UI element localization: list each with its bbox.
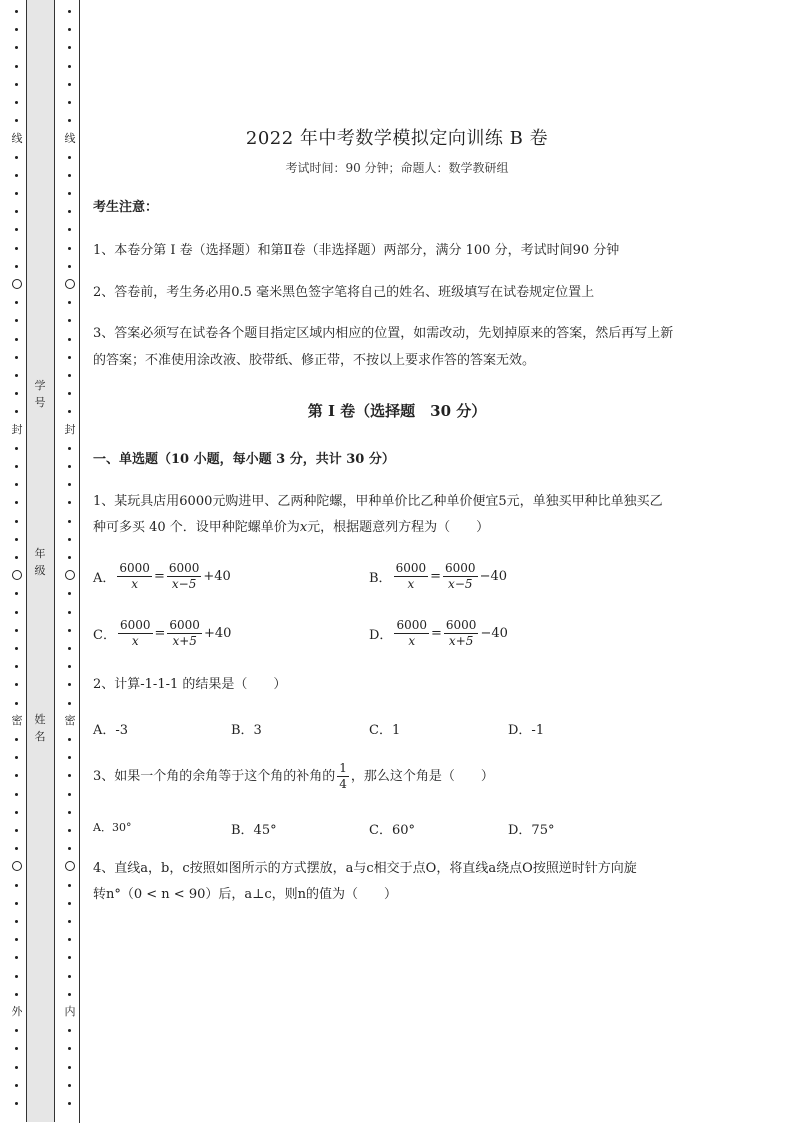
binding-dot: [15, 28, 18, 31]
binding-dot: [15, 956, 18, 959]
binding-dot: [68, 465, 71, 468]
binding-dot: [68, 28, 71, 31]
binding-dot: [15, 501, 18, 504]
binding-circle-icon: [65, 570, 75, 580]
binding-dot: [68, 1047, 71, 1050]
binding-dot: [15, 975, 18, 978]
binding-circle-icon: [12, 570, 22, 580]
binding-dot: [15, 702, 18, 705]
binding-dot: [15, 465, 18, 468]
binding-dot: [68, 829, 71, 832]
binding-dot: [68, 884, 71, 887]
binding-dot: [15, 156, 18, 159]
notice-heading: 考生注意：: [93, 200, 159, 215]
binding-dot: [68, 410, 71, 413]
binding-dot: [68, 119, 71, 122]
binding-dot: [68, 993, 71, 996]
binding-dot: [15, 447, 18, 450]
binding-dot: [68, 702, 71, 705]
binding-dot: [68, 65, 71, 68]
margin-outer-label: 封: [11, 423, 23, 436]
binding-dot: [15, 665, 18, 668]
margin-outer-label: 外: [11, 1005, 23, 1018]
margin-inner-label: 内: [64, 1005, 76, 1018]
binding-dot: [15, 774, 18, 777]
binding-dot: [68, 847, 71, 850]
notice-item: 3、答案必须写在试卷各个题目指定区域内相应的位置，如需改动，先划掉原来的答案，然后再写上新: [93, 326, 674, 341]
binding-dot: [68, 774, 71, 777]
binding-dot: [68, 156, 71, 159]
binding-dot: [68, 46, 71, 49]
question-3-text: 3、如果一个角的余角等于这个角的补角的 $\frac{1}{4}$ ，那么这个角是（ ）: [93, 761, 494, 791]
binding-dot: [15, 247, 18, 250]
binding-dot: [15, 993, 18, 996]
binding-dot: [68, 611, 71, 614]
binding-dot: [15, 338, 18, 341]
binding-dot: [68, 174, 71, 177]
binding-dot: [68, 501, 71, 504]
question-1-line1: 1、某玩具店用6000元购进甲、乙两种陀螺，甲种单价比乙种单价便宜5元，单独买甲种比单独买乙: [93, 494, 663, 509]
binding-dot: [15, 683, 18, 686]
margin-inner-label: 线: [64, 132, 76, 145]
binding-dot: [68, 811, 71, 814]
binding-dot: [68, 83, 71, 86]
binding-dot: [15, 392, 18, 395]
binding-dot: [68, 938, 71, 941]
question-4-line2: 转n°（0 < n < 90）后，a⊥c，则n的值为（ ）: [93, 887, 398, 902]
question-2-option-d[interactable]: D．-1: [508, 723, 545, 738]
question-3-option-c[interactable]: C．60°: [369, 823, 415, 838]
section-title: 第 I 卷（选择题 30 分）: [307, 402, 487, 420]
field-label-grade: 年级: [34, 547, 46, 577]
page-subtitle: 考试时间：90 分钟；命题人：数学教研组: [285, 161, 509, 175]
question-2-option-b[interactable]: B．3: [231, 723, 262, 738]
binding-dot: [15, 301, 18, 304]
question-2-text: 2、计算-1-1-1 的结果是（ ）: [93, 677, 287, 692]
binding-dot: [68, 228, 71, 231]
binding-dot: [15, 1084, 18, 1087]
binding-dot: [15, 228, 18, 231]
binding-dot: [15, 592, 18, 595]
binding-dot: [15, 884, 18, 887]
binding-dot: [15, 938, 18, 941]
binding-dot: [68, 101, 71, 104]
margin-outer-label: 线: [11, 132, 23, 145]
notice-item: 的答案；不准使用涂改液、胶带纸、修正带，不按以上要求作答的答案无效。: [93, 353, 536, 368]
binding-dot: [68, 192, 71, 195]
binding-dot: [68, 756, 71, 759]
binding-dot: [15, 756, 18, 759]
binding-dot: [68, 10, 71, 13]
binding-dot: [68, 301, 71, 304]
notice-item: 1、本卷分第 I 卷（选择题）和第Ⅱ卷（非选择题）两部分，满分 100 分，考试时间90 分钟: [93, 243, 620, 258]
binding-dot: [15, 611, 18, 614]
binding-dot: [15, 374, 18, 377]
binding-dot: [15, 119, 18, 122]
question-1-option-a[interactable]: A． $\frac{6000}{x}$ = $\frac{6000}{x-5}$ +40: [93, 561, 231, 591]
margin-outer-label: 密: [11, 714, 23, 727]
binding-dot: [68, 210, 71, 213]
binding-dot: [15, 902, 18, 905]
binding-dot: [15, 10, 18, 13]
binding-dot: [15, 1066, 18, 1069]
binding-circle-icon: [65, 279, 75, 289]
binding-dot: [15, 1029, 18, 1032]
binding-dot: [15, 210, 18, 213]
binding-dot: [15, 847, 18, 850]
binding-dot: [68, 683, 71, 686]
question-3-option-d[interactable]: D．75°: [508, 823, 555, 838]
binding-dot: [68, 1029, 71, 1032]
binding-dot: [68, 592, 71, 595]
question-4-line1: 4、直线a，b，c按照如图所示的方式摆放，a与c相交于点O，将直线a绕点O按照逆时针方向旋: [93, 861, 637, 876]
binding-dot: [68, 920, 71, 923]
binding-dot: [15, 65, 18, 68]
binding-margin: [0, 0, 84, 1123]
field-label-name: 姓名: [34, 713, 46, 743]
binding-dot: [68, 665, 71, 668]
binding-circle-icon: [65, 861, 75, 871]
binding-dot: [68, 356, 71, 359]
binding-dot: [15, 265, 18, 268]
binding-dot: [15, 483, 18, 486]
question-3-option-b[interactable]: B．45°: [231, 823, 277, 838]
question-1-option-d[interactable]: D． $\frac{6000}{x}$ = $\frac{6000}{x+5}$ −40: [369, 618, 508, 648]
binding-dot: [15, 83, 18, 86]
binding-dot: [68, 265, 71, 268]
question-2-option-a[interactable]: A．-3: [93, 723, 129, 738]
binding-dot: [68, 538, 71, 541]
binding-dot: [15, 1047, 18, 1050]
binding-dot: [68, 392, 71, 395]
binding-dot: [15, 538, 18, 541]
binding-dot: [68, 738, 71, 741]
binding-dot: [68, 956, 71, 959]
binding-dot: [15, 1102, 18, 1105]
binding-circle-icon: [12, 279, 22, 289]
margin-inner-label: 封: [64, 423, 76, 436]
binding-dot: [15, 46, 18, 49]
question-3-option-a[interactable]: A．30°: [93, 821, 132, 834]
page-title: 2022 年中考数学模拟定向训练 B 卷: [245, 128, 549, 149]
binding-circle-icon: [12, 861, 22, 871]
binding-dot: [15, 793, 18, 796]
binding-dot: [68, 374, 71, 377]
binding-dot: [15, 192, 18, 195]
binding-dot: [15, 811, 18, 814]
binding-dot: [68, 483, 71, 486]
binding-dot: [15, 829, 18, 832]
binding-dot: [15, 556, 18, 559]
binding-dot: [68, 975, 71, 978]
question-1-option-b[interactable]: B． $\frac{6000}{x}$ = $\frac{6000}{x-5}$ −40: [369, 561, 507, 591]
binding-dot: [68, 319, 71, 322]
question-2-option-c[interactable]: C．1: [369, 723, 401, 738]
binding-dot: [15, 174, 18, 177]
binding-dot: [15, 101, 18, 104]
binding-dot: [15, 920, 18, 923]
binding-dot: [15, 319, 18, 322]
binding-dot: [68, 520, 71, 523]
binding-dot: [68, 629, 71, 632]
binding-dot: [15, 629, 18, 632]
binding-dot: [15, 738, 18, 741]
binding-dot: [68, 556, 71, 559]
binding-dot: [68, 902, 71, 905]
part-heading: 一、单选题（10 小题，每小题 3 分，共计 30 分）: [93, 452, 395, 467]
binding-dot: [68, 793, 71, 796]
field-label-student-id: 学号: [34, 379, 46, 409]
binding-dot: [15, 647, 18, 650]
binding-dot: [68, 1066, 71, 1069]
binding-dot: [68, 647, 71, 650]
question-1-line2: 种可多买 40 个．设甲种陀螺单价为x元，根据题意列方程为（ ）: [93, 520, 490, 535]
binding-dot: [15, 356, 18, 359]
binding-dot: [68, 247, 71, 250]
binding-dot: [68, 447, 71, 450]
binding-dot: [68, 1084, 71, 1087]
binding-dot: [68, 338, 71, 341]
binding-inner-line: [79, 0, 80, 1123]
question-1-option-c[interactable]: C． $\frac{6000}{x}$ = $\frac{6000}{x+5}$ +40: [93, 618, 232, 648]
binding-dot: [15, 410, 18, 413]
notice-item: 2、答卷前，考生务必用0.5 毫米黑色签字笔将自己的姓名、班级填写在试卷规定位置上: [93, 285, 595, 300]
margin-inner-label: 密: [64, 714, 76, 727]
binding-dot: [15, 520, 18, 523]
binding-dot: [68, 1102, 71, 1105]
